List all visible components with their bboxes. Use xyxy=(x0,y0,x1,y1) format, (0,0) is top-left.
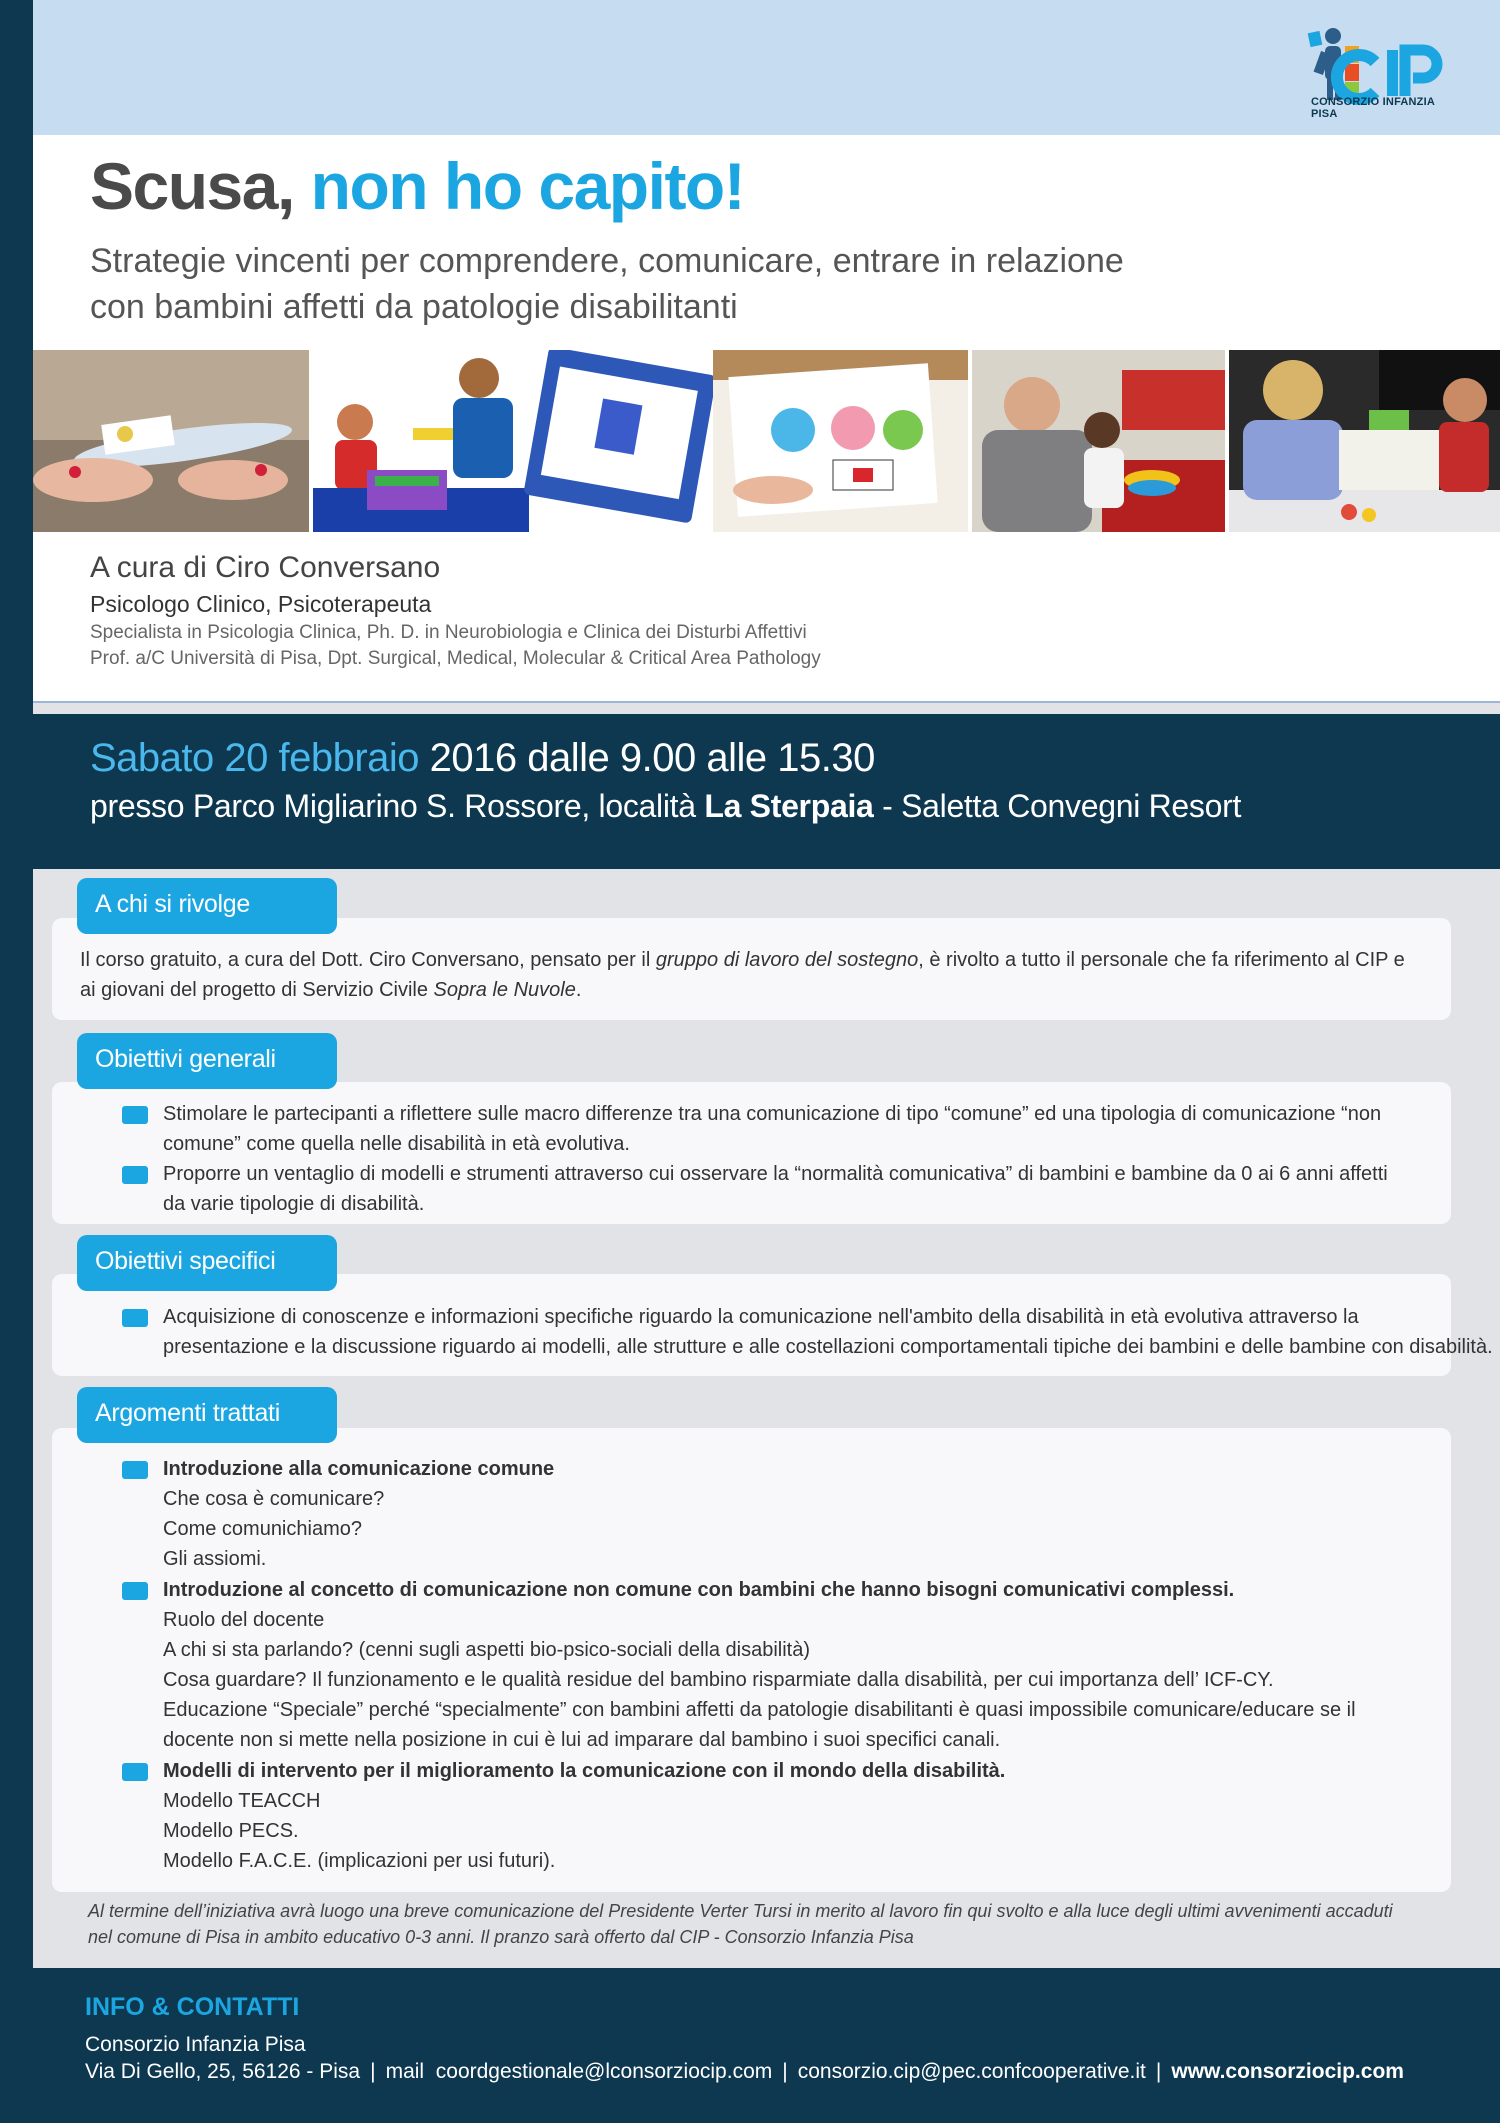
footer-address: Via Di Gello, 25, 56126 - Pisa xyxy=(85,2060,361,2083)
footer-contacts xyxy=(85,2060,1404,2084)
specific-objective-1 xyxy=(163,1302,1493,1362)
topic-1-line-1: Che cosa è comunicare? xyxy=(163,1488,385,1510)
closing-note-line-1: Al termine dell’iniziativa avrà luogo una breve comunicazione del Presidente Verter Tursi in merito al lavoro fin qui svolto e alla luce degli ultimi avvenimenti accaduti xyxy=(88,1901,1393,1921)
topic-3-line-1: Modello TEACCH xyxy=(163,1790,321,1812)
footer-title: INFO & CONTATTI xyxy=(85,1993,300,2021)
topic-2-line-3: Cosa guardare? Il funzionamento e le qualità residue del bambino risparmiate dalla disabilità, per cui importanza dell’ ICF-CY. xyxy=(163,1669,1274,1691)
general-objective-1-line-1: Stimolare le partecipanti a riflettere sulle macro differenze tra una comunicazione di tipo “comune” ed una tipologia di comunicazione “non xyxy=(163,1103,1382,1125)
logo-caption: CONSORZIO INFANZIA PISA xyxy=(1311,96,1435,120)
topics-tab: Argomenti trattati xyxy=(77,1387,337,1443)
event-place-suffix: - Saletta Convegni Resort xyxy=(882,788,1242,824)
event-place-bold: La Sterpaia xyxy=(704,788,874,824)
photo-man-child xyxy=(972,350,1225,532)
footer-separator: | xyxy=(782,2060,788,2083)
topic-1-heading: Introduzione alla comunicazione comune xyxy=(163,1458,555,1480)
audience-text-6: . xyxy=(575,979,582,1001)
topic-2-line-1: Ruolo del docente xyxy=(163,1609,325,1631)
bullet-icon xyxy=(122,1763,148,1781)
specific-objective-1-line-1: Acquisizione di conoscenze e informazioni specifiche riguardo la comunicazione nell'ambito della disabilità in età evolutiva attraverso la xyxy=(163,1306,1359,1328)
audience-text-2: gruppo di lavoro del sostegno xyxy=(655,949,919,971)
subtitle xyxy=(90,238,1124,330)
footer-mail-label: mail xyxy=(385,2060,425,2083)
specific-objectives-tab: Obiettivi specifici xyxy=(77,1235,337,1291)
specific-objective-1-line-2: presentazione e la discussione riguardo ai modelli, alle strutture e alle costellazioni comportamentali tipiche dei bambini e delle bambine con disabilità. xyxy=(163,1336,1493,1358)
topic-3-heading: Modelli di intervento per il miglioramento la comunicazione con il mondo della disabilità. xyxy=(163,1760,1006,1782)
event-date-highlight: Sabato 20 febbraio xyxy=(90,736,420,780)
event-place xyxy=(90,788,1241,825)
divider xyxy=(33,701,1500,703)
footer-website-link[interactable]: www.consorziocip.com xyxy=(1171,2060,1404,2083)
title-part-1: Scusa, xyxy=(90,149,294,223)
topic-2 xyxy=(163,1575,1443,1755)
bullet-icon xyxy=(122,1106,148,1124)
photo-woman-child xyxy=(1229,350,1500,532)
general-objective-2 xyxy=(163,1159,1443,1219)
bullet-icon xyxy=(122,1166,148,1184)
topic-2-line-5: docente non si mette nella posizione in cui è lui ad imparare dal bambino i suoi specifici canali. xyxy=(163,1729,1001,1751)
audience-text-4: ai giovani del progetto di Servizio Civile xyxy=(80,979,428,1001)
photo-hands-card xyxy=(33,350,309,532)
author-info-2: Prof. a/C Università di Pisa, Dpt. Surgical, Medical, Molecular & Critical Area Pathology xyxy=(90,648,821,669)
topic-3-line-3: Modello F.A.C.E. (implicazioni per usi futuri). xyxy=(163,1850,556,1872)
topic-1-line-2: Come comunichiamo? xyxy=(163,1518,362,1540)
footer-email-2[interactable]: consorzio.cip@pec.confcooperative.it xyxy=(797,2060,1146,2083)
author-role: Psicologo Clinico, Psicoterapeuta xyxy=(90,591,432,617)
general-objective-2-line-2: da varie tipologie di disabilità. xyxy=(163,1193,425,1215)
bullet-icon xyxy=(122,1582,148,1600)
subtitle-line-2: con bambini affetti da patologie disabilitanti xyxy=(90,288,738,326)
title-part-2: non ho capito! xyxy=(310,149,745,223)
photo-therapist-child xyxy=(313,350,725,532)
bullet-icon xyxy=(122,1461,148,1479)
audience-text xyxy=(80,945,1430,1005)
audience-tab: A chi si rivolge xyxy=(77,878,337,934)
general-objectives-tab: Obiettivi generali xyxy=(77,1033,337,1089)
closing-note xyxy=(88,1898,1438,1950)
topic-3 xyxy=(163,1756,1443,1876)
page-title xyxy=(90,148,744,224)
audience-text-5: Sopra le Nuvole xyxy=(433,979,576,1001)
footer-org: Consorzio Infanzia Pisa xyxy=(85,2033,306,2056)
author-info-1: Specialista in Psicologia Clinica, Ph. D. in Neurobiologia e Clinica dei Disturbi Affettivi xyxy=(90,622,807,643)
event-place-prefix: presso Parco Migliarino S. Rossore, località xyxy=(90,788,696,824)
photo-strip xyxy=(33,350,1500,532)
bullet-icon xyxy=(122,1309,148,1327)
topic-1 xyxy=(163,1454,1443,1574)
general-objective-1 xyxy=(163,1099,1443,1159)
general-objective-2-line-1: Proporre un ventaglio di modelli e strumenti attraverso cui osservare la “normalità comunicativa” di bambini e bambine da 0 ai 6 anni affetti xyxy=(163,1163,1388,1185)
author-block xyxy=(90,548,1090,672)
closing-note-line-2: nel comune di Pisa in ambito educativo 0-3 anni. Il pranzo sarà offerto dal CIP - Consorzio Infanzia Pisa xyxy=(88,1927,914,1947)
subtitle-line-1: Strategie vincenti per comprendere, comunicare, entrare in relazione xyxy=(90,242,1124,280)
footer-email-1[interactable]: coordgestionale@lconsorziocip.com xyxy=(435,2060,773,2083)
left-accent-bar xyxy=(0,0,33,2123)
footer-separator: | xyxy=(1155,2060,1162,2083)
topic-3-line-2: Modello PECS. xyxy=(163,1820,299,1842)
topic-2-line-2: A chi si sta parlando? (cenni sugli aspetti bio-psico-sociali della disabilità) xyxy=(163,1639,811,1661)
general-objective-1-line-2: comune” come quella nelle disabilità in età evolutiva. xyxy=(163,1133,630,1155)
topic-2-heading: Introduzione al concetto di comunicazione non comune con bambini che hanno bisogni comunicativi complessi. xyxy=(163,1579,1235,1601)
event-date xyxy=(90,736,875,781)
author-name: A cura di Ciro Conversano xyxy=(90,551,441,584)
audience-text-3: , è rivolto a tutto il personale che fa riferimento al CIP e xyxy=(918,949,1405,971)
photo-picture-board xyxy=(713,350,968,532)
top-band xyxy=(33,0,1500,135)
audience-text-1: Il corso gratuito, a cura del Dott. Ciro Conversano, pensato per il xyxy=(80,949,651,971)
event-date-time: 2016 dalle 9.00 alle 15.30 xyxy=(429,736,875,780)
topic-2-line-4: Educazione “Speciale” perché “specialmente” con bambini affetti da patologie disabilitanti è quasi impossibile comunicare/educare se il xyxy=(163,1699,1356,1721)
topic-1-line-3: Gli assiomi. xyxy=(163,1548,267,1570)
footer-separator: | xyxy=(370,2060,376,2083)
